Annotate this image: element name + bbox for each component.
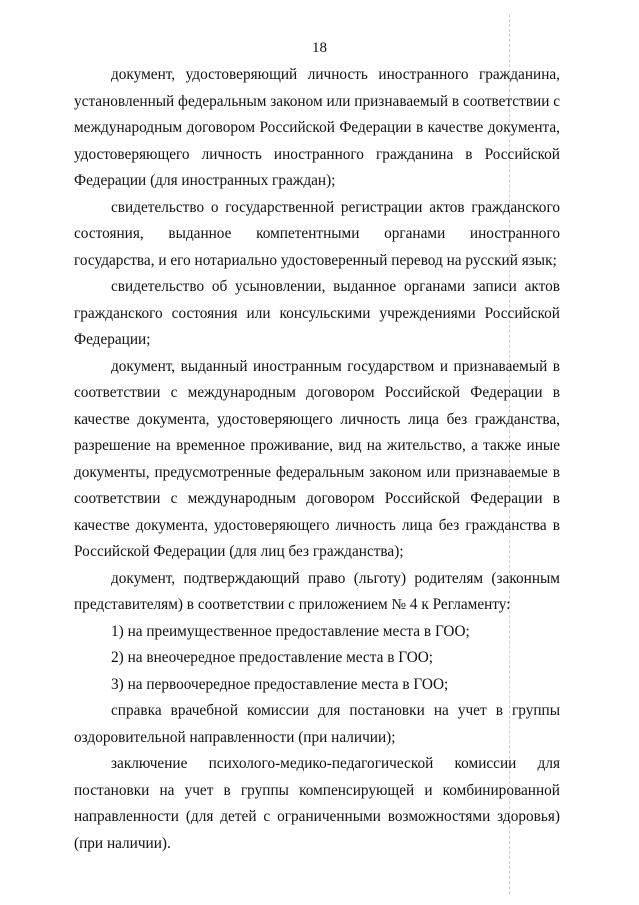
- page-number: 18: [312, 40, 327, 56]
- list-item-first-priority-place: 3) на первоочередное предоставление места в ГОО;: [111, 675, 449, 693]
- list-item-extraordinary-place: 2) на внеочередное предоставление места в ГОО;: [111, 649, 434, 666]
- paragraph-stateless-person-id: документ, выданный иностранным государством и признаваемый в соответствии с международным договором Российской Федерации в качестве документа, удостоверяющего личность лица без гражданства, разрешение на временное проживание, вид на жительство, а также иные документы, предусмотренные федеральным законом или признаваемые в соответствии с международным договором Российской Федерации в качестве документа, удостоверяющего личность лица без гражданства в Российской Федерации (для лиц без гражданства);: [74, 357, 560, 560]
- paragraph-foreign-citizen-id: документ, удостоверяющий личность иностранного гражданина, установленный федеральным законом или признаваемый в соответствии с международным договором Российской Федерации в качестве документа, удостоверяющего личность иностранного гражданина в Российской Федерации (для иностранных граждан);: [74, 66, 560, 189]
- list-item-priority-place: 1) на преимущественное предоставление места в ГОО;: [111, 622, 470, 640]
- paragraph-medical-commission-certificate: справка врачебной комиссии для постановки на учет в группы оздоровительной направленности (при наличии);: [74, 702, 560, 746]
- paragraph-privilege-document: документ, подтверждающий право (льготу) родителям (законным представителям) в соответствии с приложением № 4 к Регламенту:: [74, 569, 560, 613]
- paragraph-adoption-certificate: свидетельство об усыновлении, выданное органами записи актов гражданского состояния или консульскими учреждениями Российской Федерации;: [74, 278, 560, 348]
- paragraph-civil-registration-certificate: свидетельство о государственной регистрации актов гражданского состояния, выданное компетентными органами иностранного государства, и его нотариально удостоверенный перевод на русский язык;: [74, 198, 560, 269]
- paragraph-pmpc-conclusion: заключение психолого-медико-педагогической комиссии для постановки на учет в группы компенсирующей и комбинированной направленности (для детей с ограниченными возможностями здоровья) (при наличии).: [74, 755, 560, 852]
- body-text: [74, 62, 560, 857]
